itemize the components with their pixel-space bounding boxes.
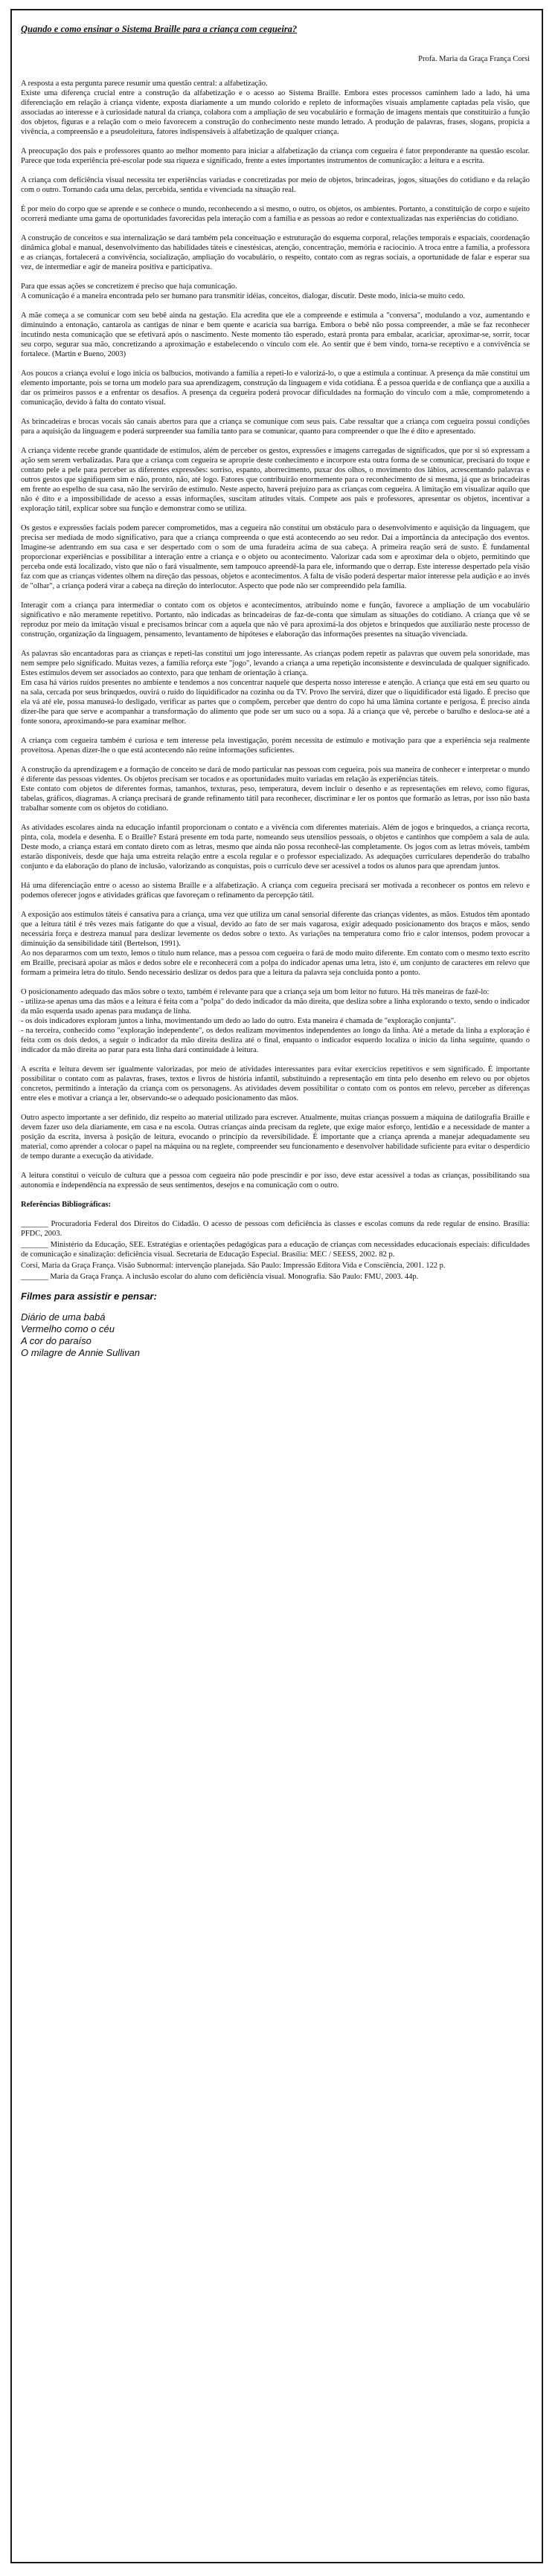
document-title: Quando e como ensinar o Sistema Braille para a criança com cegueira? — [21, 24, 298, 34]
paragraph: Outro aspecto importante a ser definido, diz respeito ao material utilizado para escrever. Atualmente, muitas crianças possuem a máquina de datilografia Braille e devem fazer uso dela diariamente, em casa e na escola. Outras crianças ainda precisam da reglete, que exige maior esforço, lentidão e a necessidade de manter a posição da escrita, inversa à posição de leitura, evocando o princípio da reversibilidade. É importante que a criança aprenda a manejar adequadamente seu material, como aprender a colocar o papel na máquina ou na reglete, compreender seu funcionamento e desenvolver habilidade suficiente para evitar o desperdício de tempo durante a execução da atividade. — [21, 1114, 530, 1161]
reference-item: _______ Maria da Graça França. A inclusão escolar do aluno com deficiência visual. Monografia. São Paulo: FMU, 2003. 44p. — [21, 1273, 419, 1281]
paragraph: O posicionamento adequado das mãos sobre o texto, também é relevante para que a criança seja um bom leitor no futuro. Há três maneiras de fazê-lo: - utiliza-se apenas uma das mãos e a leitura é feita com a "polpa" do dedo indicador da mão direita, que desliza sobre a linha explorando o texto, sendo o indicador da mão esquerda usado apenas para mudança de linha. - os dois indicadores exploram juntos a linha, movimentando um dedo ao lado do outro. Esta maneira é chamada de "exploração conjunta". - na terceira, conhecido como "exploração independente", os dedos realizam movimentos independentes ao longo da linha. Até a metade da linha a exploração é feita com os dois dedos, a seguir o indicador da mão direita desliza até o final, enquanto o indicador esquerdo localiza o início da linha seguinte, quando o indicador da mão direita ao parar para esta linha dará continuidade à leitura. — [21, 988, 530, 1054]
document-page — [10, 9, 543, 2563]
author-line: Profa. Maria da Graça França Corsi — [418, 55, 530, 63]
references-heading: Referências Bibliográficas: — [21, 1201, 112, 1209]
film-item: Diário de uma babá — [21, 1311, 106, 1323]
paragraph: É por meio do corpo que se aprende e se conhece o mundo, reconhecendo a si mesmo, o outro, os objetos, os ambientes. Portanto, a constituição de corpo e sujeito ocorrerá mediante uma gama de oportunidades favorecidas pela interação com a família e as pessoas ao redor e contextualizadas nas experiências do cotidiano. — [21, 205, 530, 223]
paragraph: A exposição aos estímulos táteis é cansativa para a criança, uma vez que utiliza um canal sensorial diferente das crianças videntes, as mãos. Estudos têm apontado que a leitura tátil é três vezes mais fatigante do que a visual, devido ao fato de ser mais vagarosa, exigir adequado posicionamento dos braços e mãos, sendo necessária força e destreza manual para deslizar levemente os dedos sobre o texto. As variações na temperatura como frio e calor intensos, podem provocar a diminuição da sensibilidade tátil (Bertelson, 1991). Ao nos depararmos com um texto, lemos o título num relance, mas a pessoa com cegueira o fará de modo muito diferente. Em contato com o mesmo texto escrito em Braille, precisará apoiar as mãos e dedos sobre ele e reconhecerá com a polpa do indicador apenas uma letra, isto é, um conjunto de caracteres em relevo que formam a primeira letra do título. Sendo necessário deslizar os dedos para que a leitura da palavra seja concluída ponto a ponto. — [21, 911, 530, 977]
paragraph: A preocupação dos pais e professores quanto ao melhor momento para iniciar a alfabetização da criança com cegueira é fator preponderante na questão escolar. Parece que toda experiência pré-escolar pode sua riqueza e significado, frente a estes importantes instrumentos de comunicação: a leitura e a escrita. — [21, 147, 530, 165]
paragraph: As palavras são encantadoras para as crianças e repeti-las constitui um jogo interessante. As crianças podem repetir as palavras que ouvem pela sonoridade, mas nem sempre pelo significado. Muitas vezes, a família reforça este "jogo", levando a criança a uma repetição inconsistente e desvinculada de qualquer significado. Estes estímulos devem ser associados ao contexto, para que tenham de orientação à criança. Em casa há vários ruídos presentes no ambiente e tendemos a nos concentrar naquele que desperta nosso interesse e atenção. A criança que está em seu quarto ou na sala, cercada por seus brinquedos, ouvirá o ruído do liquidificador na cozinha ou da TV. Provo lhe servirá, dizer que o liquidificador está ligado. É preciso que ela vá até ele, possa manuseá-lo desligado, verificar as partes que o compõem, perceber que dentro do copo há uma lâmina cortante e perigosa. É preciso ainda dizer-lhe para que serve e acompanhar a transformação do alimento que pode ser um suco ou a sopa. Já a criança que vê, percebe o barulho e desloca-se até a fonte sonora, aproximando-se para examinar melhor. — [21, 650, 530, 726]
reference-item: _______ Ministério da Educação, SEE. Estratégias e orientações pedagógicas para a educação de crianças com necessidades educacionais especiais: dificuldades de comunicação e sinalização: deficiência visual. Secretaria de Educação Especial. Brasília: MEC / SEESS, 2002. 82 p. — [21, 1241, 530, 1259]
paragraph: As atividades escolares ainda na educação infantil proporcionam o contato e a vivência com diferentes materiais. Além de jogos e brinquedos, a criança recorta, pinta, cola, modela e desenha. E o Braille? Estará presente em toda parte, nomeando seus utensílios pessoais, o objetos e cantinhos que compõem a sala de aula. Deste modo, a criança estará em contato direto com as letras, mesmo que ainda não possa reconhecê-las completamente. Os jogos com as letras móveis, também estarão disponíveis, desde que haja uma estreita relação entre a escola regular e o professor especializado. As adequações curriculares dependerão do trabalho conjunto e da elaboração do plano de inclusão, valorizando as conquistas, pois o currículo deve ser acessível a todos os alunos para que aprendam juntos. — [21, 824, 530, 871]
paragraph: A criança com cegueira também é curiosa e tem interesse pela investigação, porém necessita de estímulo e motivação para que a experiência seja realmente proveitosa. Apenas dizer-lhe o que está acontecendo não reúne informações suficientes. — [21, 737, 530, 755]
paragraph: A construção da aprendizagem e a formação de conceito se dará de modo particular nas pessoas com cegueira, pois sua maneira de conhecer e interpretar o mundo é diferente das pessoas videntes. Os objetos precisam ser tocados e as oportunidades muito variadas em relação às experiências táteis. Este contato com objetos de diferentes formas, tamanhos, texturas, peso, temperatura, devem incluir o desenho e as representações em relevo, como figuras, tabelas, gráficos, diagramas. A criança precisará de grande refinamento tátil para reconhecer, discriminar e ler os pontos que formarão as letras, por isso não basta trabalhar somente com os objetos do cotidiano. — [21, 766, 530, 813]
paragraph: As brincadeiras e brocas vocais são canais abertos para que a criança se comunique com seus pais. Cabe ressaltar que a criança com cegueira possui condições para a aquisição da linguagem e poderá surpreender sua família tanto para se comunicar, quanto para compreender o que lhe é dito e apresentado. — [21, 418, 530, 436]
paragraph: Aos poucos a criança evolui e logo inicia os balbucios, motivando a família a repeti-lo e valorizá-lo, o que a estimula a continuar. A presença da mãe constitui um elemento importante, pois se torna um modelo para sua aprendizagem, construção da linguagem e vida cotidiana. É a pessoa querida e de confiança que a auxilia a dar os primeiros passos e a enfrentar os desafios. A presença da cegueira poderá provocar dificuldades na formação do vínculo com a mãe, comprometendo a comunicação, devido à falta do contato visual. — [21, 369, 530, 407]
film-item: Vermelho como o céu — [21, 1323, 115, 1334]
paragraph: A leitura constitui o veículo de cultura que a pessoa com cegueira não pode prescindir e por isso, deve estar acessível a todas as crianças, possibilitando sua autonomia e independência na expressão de seus sentimentos, desejos e na comunicação com o outro. — [21, 1172, 530, 1189]
paragraph: A construção de conceitos e sua internalização se dará também pela conceituação e estruturação do esquema corporal, relações temporais e espaciais, coordenação dinâmica global e manual, desenvolvimento das habilidades táteis e cinestésicas, atenção, concentração, memória e raciocínio. A troca entre a família, a professora e as crianças, fortalecerá a convivência, socialização, ampliação do vocabulário, o respeito, contato com as regras sociais, a oportunidade de falar e esperar sua vez, de intermediar e agir de maneira positiva e participativa. — [21, 234, 530, 271]
article-body — [21, 79, 530, 1190]
film-item: O milagre de Annie Sullivan — [21, 1347, 140, 1358]
reference-item: _______ Procuradoria Federal dos Direitos do Cidadão. O acesso de pessoas com deficiência às classes e escolas comuns da rede regular de ensino. Brasília: PFDC, 2003. — [21, 1220, 530, 1238]
paragraph: Os gestos e expressões faciais podem parecer comprometidos, mas a cegueira não constitui um obstáculo para o desenvolvimento e aquisição da linguagem, que precisa ser mediada de modo significativo, para que a criança compreenda o que está acontecendo ao seu redor. Daí a importância da antecipação dos eventos. Imagine-se adentrando em sua casa e ser despertado com o som de uma furadeira acima de sua cabeça. A primeira reação será de susto. É fundamental proporcionar experiências e possibilitar a interação entre a criança e o objeto ou acontecimento. Valorizar cada som e aproximar dela o objeto, permitindo que perceba onde está localizado, visto que não o fará visualmente, sem tampouco apreendê-la para ele, informando que o derrap. Este interesse despertado pela visão faz com que as crianças videntes olhem na direção das pessoas, objetos e acontecimentos. A falta de visão poderá despertar maior interesse pela audição e ao invés de "olhar", a criança poderá virar a cabeça na direção do interlocutor. Aspecto que pode não ser compreendido pela família. — [21, 524, 530, 590]
paragraph: A criança vidente recebe grande quantidade de estímulos, além de perceber os gestos, expressões e imagens carregadas de significados, que por si só expressam a ação sem serem verbalizadas. Para que a criança com cegueira se aproprie deste conhecimento e incorpore esta outra forma de se comunicar, precisará do toque e contato pele a pele para perceber as diferentes expressões: sorriso, espanto, aborrecimento, puxar dos olhos, o movimento dos lábios, acrescentando palavras e outros gestos que signifiquem sim e não, pronto, não, até logo. Fatores que contribuirão enormemente para o reconhecimento de si mesma, já que as brincadeiras em frente ao espelho de sua casa, não lhe servirão de estímulo. Neste aspecto, haverá prejuízo para as crianças com cegueira. A limitação em visualizar aquilo que não é dito e a impossibilidade de acesso a essas informações, suscitam atitudes vitais. Compete aos pais e professores, apresentar os objetos, incentivar a exploração tátil, explicar sobre sua função e demonstrar como se utiliza. — [21, 447, 530, 513]
films-heading: Filmes para assistir e pensar: — [21, 1291, 157, 1302]
paragraph: Para que essas ações se concretizem é preciso que haja comunicação. A comunicação é a maneira encontrada pelo ser humano para transmitir idéias, conceitos, dialogar, discutir. Deste modo, inicia-se muito cedo. — [21, 283, 465, 300]
paragraph: A escrita e leitura devem ser igualmente valorizadas, por meio de atividades interessantes para evitar exercícios repetitivos e sem significado. É importante possibilitar o contato com as palavras, frases, textos e livros de história infantil, substituindo a representação em tinta pelo desenho em relevo ou por objetos concretos, permitindo a interação da criança com os personagens. As atividades devem possibilitar o contato com os pontos em relevo, perceber as diferenças entre eles e motivar a criança a ler, observando-se o adequado posicionamento das mãos. — [21, 1065, 530, 1103]
film-item: A cor do paraíso — [21, 1335, 92, 1346]
paragraph: Há uma diferenciação entre o acesso ao sistema Braille e a alfabetização. A criança com cegueira precisará ser motivada a reconhecer os pontos em relevo e podemos oferecer jogos e atividades gráficas que favoreçam o refinamento da percepção tátil. — [21, 882, 530, 900]
references-list — [21, 1219, 530, 1282]
paragraph: Interagir com a criança para intermediar o contato com os objetos e acontecimentos, atribuindo nome e função, favorece a ampliação de um vocabulário significativo e não meramente repetitivo. Portanto, não indicadas as brincadeiras de faz-de-conta que simulam as situações do cotidiano. A criança que vê se reproduz por meio da imitação visual e precisamos brincar com a aquela que não vê para aproximá-la dos objetos e brinquedos que auxiliarão neste processo de construção, organização da linguagem, pensamento, levantamento de hipóteses e elaboração das informações presentes na situação vivenciada. — [21, 601, 530, 639]
paragraph: A mãe começa a se comunicar com seu bebê ainda na gestação. Ela acredita que ele a compreende e estimula a "conversa", modulando a voz, aumentando e diminuindo a entonação, cantarola as cantigas de ninar e bem quente e acaricia sua barriga. Embora o bebê não possa compreender, a mãe se faz reconhecer incutindo nesta comunicação que se efetivará após o nascimento. Neste momento tão esperado, estará pronta para embalar, acariciar, aproximar-se, sorrir, tocar seu corpo, segurar sua mão, concretizando a aproximação e estabelecendo o vínculo com ele. Ao sentir que é bem vindo, torna-se receptivo e a convivência se fortalece. (Martin e Bueno, 2003) — [21, 311, 530, 358]
films-list — [21, 1311, 530, 1359]
paragraph: A resposta a esta pergunta parece resumir uma questão central: a alfabetização. Existe uma diferença crucial entre a construção da alfabetização e o acesso ao Sistema Braille. Embora estes processos caminhem lado a lado, há uma diferenciação em relação à criança vidente, exposta diariamente a um mundo colorido e repleto de informações visuais amplamente captadas pela visão, que associadas ao interesse e à curiosidade natural da criança, colabora com a ampliação de seu vocabulário e formação de imagens mentais que constituirão a função dos objetos, figuras e a relação com o meio favorecem a construção do conhecimento neste mundo letrado. A produção de palavras, frases, slogans, propicia a vivência, a compreensão e a pseudoleitura, fatores indispensáveis à alfabetização de qualquer criança. — [21, 80, 530, 136]
reference-item: Corsi, Maria da Graça França. Visão Subnormal: intervenção planejada. São Paulo: Impressão Editora Vida e Consciência, 2001. 122 p. — [21, 1262, 446, 1270]
paragraph: A criança com deficiência visual necessita ter experiências variadas e concretizadas por meio de objetos, brincadeiras, jogos, situações do cotidiano e da relação com o outro. Tornando cada uma delas, percebida, sentida e vivenciada na situação real. — [21, 176, 530, 194]
